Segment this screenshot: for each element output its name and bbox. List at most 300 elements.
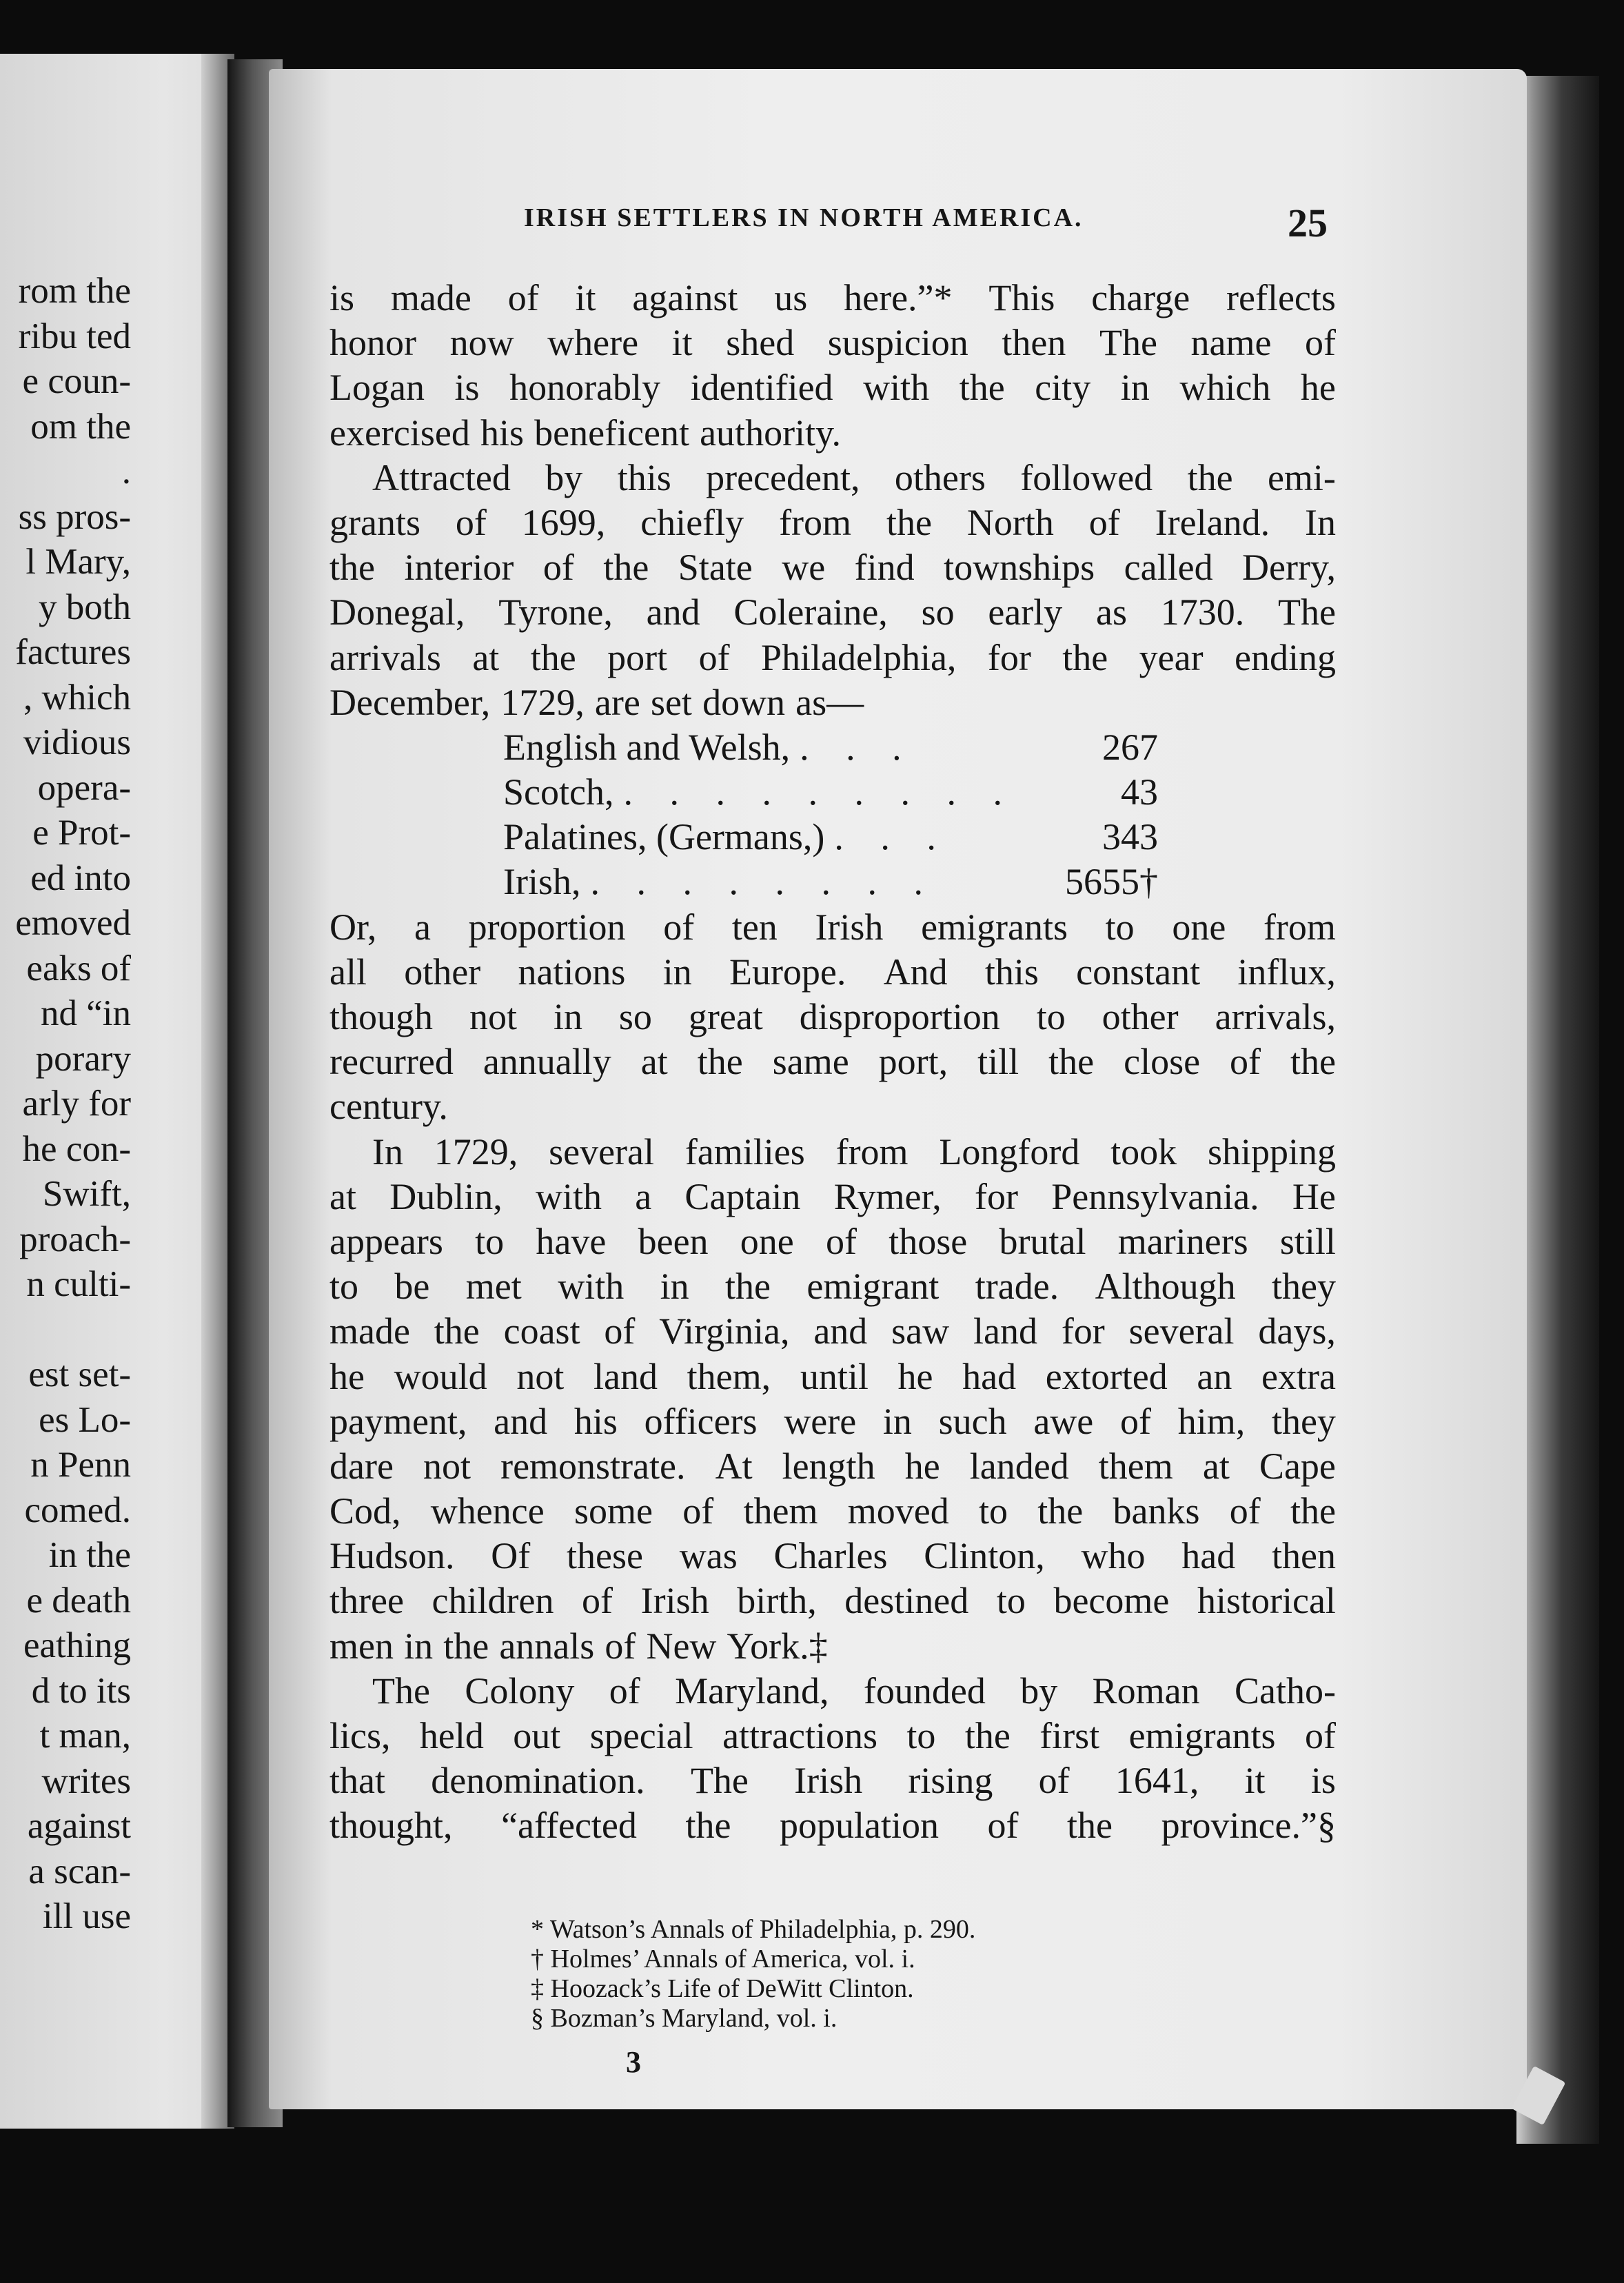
word: Captain <box>684 1175 801 1217</box>
paragraph-3 <box>329 905 1336 1130</box>
word: annually <box>483 1041 611 1083</box>
word: then <box>1272 1535 1336 1577</box>
word: the <box>530 636 576 678</box>
footnote: § Bozman’s Maryland, vol. i. <box>531 2004 838 2033</box>
word: of <box>1305 322 1336 364</box>
left-line: opera- <box>37 767 131 808</box>
word: us <box>774 277 808 318</box>
word: and <box>494 1400 548 1442</box>
word: of <box>987 1805 1019 1847</box>
left-line: . <box>121 451 131 491</box>
text-line <box>329 905 1336 950</box>
table-row-value: 5655† <box>1065 861 1158 903</box>
word: close <box>1124 1041 1201 1083</box>
word: Virginia, <box>659 1310 790 1352</box>
left-line: a scan- <box>28 1851 131 1891</box>
word: emigrants <box>921 906 1068 948</box>
word: against <box>632 277 738 318</box>
word: till <box>977 1041 1019 1083</box>
word: At <box>715 1445 753 1487</box>
word: this <box>617 456 671 498</box>
word: port <box>607 636 668 678</box>
word: port, <box>878 1041 948 1083</box>
left-line: he con- <box>22 1128 131 1169</box>
word: of <box>605 1625 636 1667</box>
left-line: ss pros- <box>18 496 131 537</box>
word: so <box>921 591 955 633</box>
word: at <box>329 1175 356 1217</box>
word: remonstrate. <box>500 1445 686 1487</box>
word: it <box>1244 1760 1266 1802</box>
word: Irish <box>794 1760 863 1802</box>
word: extra <box>1261 1355 1336 1397</box>
table-row-label: Irish, <box>503 861 581 903</box>
left-facing-page <box>0 54 234 2129</box>
word: this <box>984 951 1039 993</box>
left-line: y both <box>39 587 131 627</box>
left-line: eathing <box>23 1625 131 1665</box>
word: that <box>329 1760 385 1802</box>
word: had <box>1181 1535 1236 1577</box>
word: from <box>779 501 852 543</box>
text-line <box>329 995 1336 1039</box>
word: them, <box>687 1355 771 1397</box>
word: Although <box>1095 1266 1236 1308</box>
word: recurred <box>329 1041 454 1083</box>
word: The <box>1099 322 1157 364</box>
word: charge <box>1091 277 1190 318</box>
word: for <box>975 1175 1018 1217</box>
word: 1729, <box>434 1130 518 1173</box>
word: The <box>690 1760 749 1802</box>
word: emi- <box>1267 456 1336 498</box>
left-line: t man, <box>39 1716 131 1756</box>
word: Longford <box>939 1130 1080 1173</box>
word: these <box>567 1535 643 1577</box>
word: emigrant <box>806 1266 940 1308</box>
word: would <box>394 1355 487 1397</box>
footnote: * Watson’s Annals of Philadelphia, p. 290. <box>531 1915 976 1944</box>
word: families <box>684 1130 805 1173</box>
word: several <box>549 1130 655 1173</box>
word: population <box>779 1805 939 1847</box>
word: a <box>635 1175 652 1217</box>
word: of <box>1304 1715 1336 1756</box>
word: now <box>449 322 514 364</box>
word: those <box>889 1220 968 1262</box>
word: as— <box>795 681 864 723</box>
word: the <box>1290 1490 1336 1532</box>
word: with <box>863 367 930 409</box>
left-line: d to its <box>31 1670 131 1711</box>
text-line <box>329 1579 1336 1623</box>
signature-mark: 3 <box>626 2045 641 2079</box>
text-line <box>329 1444 1336 1489</box>
word: as <box>1096 591 1128 633</box>
left-line: porary <box>35 1038 131 1079</box>
word: then <box>1002 322 1066 364</box>
word: the <box>434 1310 480 1352</box>
word: not <box>516 1355 565 1397</box>
word: saw <box>891 1310 950 1352</box>
table-row <box>503 770 1158 815</box>
word: New <box>646 1625 717 1667</box>
word: constant <box>1076 951 1201 993</box>
page-edge-shadow <box>1516 76 1599 2144</box>
word: Irish <box>640 1580 709 1622</box>
word: Rymer, <box>833 1175 942 1217</box>
word: special <box>589 1715 693 1756</box>
left-page-text <box>0 269 131 1940</box>
word: trade. <box>975 1266 1059 1308</box>
word: men <box>329 1625 394 1667</box>
word: the <box>603 547 649 589</box>
word: the <box>964 1715 1011 1756</box>
word: at <box>472 636 500 678</box>
word: to <box>1105 906 1135 948</box>
left-line: n Penn <box>30 1445 131 1485</box>
word: still <box>1279 1220 1336 1262</box>
word: landed <box>969 1445 1069 1487</box>
table-row-value: 343 <box>1102 816 1158 858</box>
word: he <box>904 1445 940 1487</box>
word: from <box>1263 906 1336 948</box>
text-line <box>329 1039 1336 1084</box>
word: “affected <box>501 1805 637 1847</box>
word: in <box>1120 367 1150 409</box>
word: them <box>743 1490 818 1532</box>
word: in <box>404 1625 434 1667</box>
body-text <box>329 276 1336 1849</box>
left-line: es Lo- <box>39 1399 131 1440</box>
word: Or, <box>329 906 377 948</box>
footnotes <box>531 1915 1151 2033</box>
word: Dublin, <box>389 1175 503 1217</box>
word: at <box>640 1041 668 1083</box>
word: shipping <box>1207 1130 1336 1173</box>
text-line <box>329 1758 1336 1803</box>
word: to <box>329 1266 359 1308</box>
word: the <box>697 1041 743 1083</box>
word: the <box>685 1805 731 1847</box>
word: interior <box>404 547 514 589</box>
word: York.‡ <box>727 1625 828 1667</box>
word: identified <box>690 367 833 409</box>
word: Donegal, <box>329 591 465 633</box>
word: year <box>1139 636 1204 678</box>
word: The <box>372 1670 430 1712</box>
left-line: l Mary, <box>26 542 131 582</box>
word: the <box>886 501 932 543</box>
word: the <box>1048 1041 1095 1083</box>
word: they <box>1271 1400 1336 1442</box>
word: emigrants <box>1128 1715 1276 1756</box>
word: which <box>1179 367 1271 409</box>
word: met <box>465 1266 522 1308</box>
text-line <box>329 321 1336 365</box>
left-line: vidious <box>23 722 131 762</box>
word: and <box>813 1310 868 1352</box>
word: Of <box>491 1535 531 1577</box>
paragraph-5 <box>329 1669 1336 1849</box>
word: all <box>329 951 367 993</box>
word: followed <box>1020 456 1153 498</box>
word: be <box>394 1266 430 1308</box>
word: of <box>663 906 695 948</box>
text-line <box>329 1175 1336 1219</box>
word: others <box>894 456 986 498</box>
word: in <box>662 951 692 993</box>
word: to <box>978 1490 1008 1532</box>
word: in <box>882 1400 912 1442</box>
word: here.”* <box>844 277 953 318</box>
word: influx, <box>1237 951 1336 993</box>
word: Cape <box>1259 1445 1336 1487</box>
word: And <box>883 951 948 993</box>
word: historical <box>1197 1580 1336 1622</box>
word: Charles <box>773 1535 888 1577</box>
word: beneficent <box>534 412 689 454</box>
word: State <box>678 547 753 589</box>
word: name <box>1190 322 1272 364</box>
word: suspicion <box>827 322 968 364</box>
word: he <box>897 1355 933 1397</box>
word: province.”§ <box>1161 1805 1336 1847</box>
word: not <box>423 1445 471 1487</box>
word: of <box>682 1490 714 1532</box>
word: not <box>469 996 517 1037</box>
word: several <box>1128 1310 1235 1352</box>
word: shed <box>726 322 795 364</box>
text-line <box>329 1354 1336 1399</box>
word: with <box>558 1266 625 1308</box>
word: of <box>609 1670 640 1712</box>
running-head: IRISH SETTLERS IN NORTH AMERICA. <box>524 203 1084 232</box>
word: thought, <box>329 1805 453 1847</box>
left-line: est set- <box>28 1354 131 1394</box>
left-line: n culti- <box>26 1264 131 1304</box>
word: first <box>1039 1715 1100 1756</box>
left-line: e coun- <box>22 361 131 401</box>
word: nations <box>518 951 626 993</box>
left-line: rom the <box>18 271 131 311</box>
text-line <box>329 276 1336 321</box>
word: where <box>547 322 639 364</box>
word: townships <box>944 547 1095 589</box>
word: 1699, <box>521 501 606 543</box>
word: founded <box>863 1670 986 1712</box>
page-number: 25 <box>1288 201 1328 245</box>
text-line <box>329 590 1336 635</box>
word: them <box>1098 1445 1173 1487</box>
text-line <box>329 950 1336 995</box>
word: was <box>679 1535 738 1577</box>
arrivals-table <box>329 725 1336 905</box>
word: chiefly <box>640 501 744 543</box>
word: Cod, <box>329 1490 401 1532</box>
word: such <box>938 1400 1007 1442</box>
word: made <box>329 1310 410 1352</box>
text-line <box>329 1534 1336 1579</box>
word: lics, <box>329 1715 391 1756</box>
word: held <box>419 1715 484 1756</box>
text-line <box>329 1130 1336 1175</box>
word: one <box>740 1220 794 1262</box>
left-line <box>0 1308 131 1353</box>
word: and <box>646 591 700 633</box>
left-line: om the <box>30 406 131 447</box>
word: the <box>1037 1490 1084 1532</box>
word: Philadelphia, <box>760 636 957 678</box>
left-line: e Prot- <box>32 813 131 853</box>
word: a <box>414 906 431 948</box>
paragraph-4 <box>329 1130 1336 1669</box>
word: 1641, <box>1115 1760 1199 1802</box>
left-line: against <box>27 1806 131 1846</box>
word: an <box>1197 1355 1232 1397</box>
word: appears <box>329 1220 443 1262</box>
word: exercised <box>329 412 470 454</box>
table-row-value: 267 <box>1102 726 1158 768</box>
word: In <box>372 1130 403 1173</box>
word: whence <box>430 1490 545 1532</box>
word: Irish <box>815 906 884 948</box>
word: 1730. <box>1160 591 1245 633</box>
left-line: factures <box>15 632 131 672</box>
word: it <box>575 277 596 318</box>
word: the <box>329 547 375 589</box>
left-line: proach- <box>19 1219 131 1259</box>
word: until <box>800 1355 869 1397</box>
word: moved <box>847 1490 949 1532</box>
word: of <box>1120 1400 1151 1442</box>
word: Logan <box>329 367 425 409</box>
word: some <box>574 1490 653 1532</box>
word: days, <box>1258 1310 1336 1352</box>
word: He <box>1292 1175 1336 1217</box>
text-line <box>329 411 1336 456</box>
word: called <box>1124 547 1213 589</box>
left-line: nd “in <box>41 993 131 1033</box>
word: three <box>329 1580 404 1622</box>
left-line: Swift, <box>42 1174 131 1214</box>
text-line <box>329 636 1336 680</box>
table-row-leader: . . . <box>834 816 950 858</box>
table-row-leader: . . . <box>800 726 915 768</box>
table-row-leader: . . . . . . . . <box>590 861 937 903</box>
word: century. <box>329 1086 448 1128</box>
word: become <box>1053 1580 1170 1622</box>
word: officers <box>644 1400 758 1442</box>
paragraph-1 <box>329 276 1336 456</box>
text-line <box>329 500 1336 545</box>
word: of <box>698 636 730 678</box>
word: honorably <box>509 367 661 409</box>
word: ending <box>1235 636 1336 678</box>
word: proportion <box>468 906 626 948</box>
word: the <box>1187 456 1233 498</box>
word: city <box>1035 367 1091 409</box>
word: made <box>390 277 471 318</box>
text-line <box>329 680 1336 725</box>
word: out <box>513 1715 561 1756</box>
word: took <box>1110 1130 1177 1173</box>
word: the <box>959 367 1005 409</box>
word: have <box>536 1220 607 1262</box>
word: great <box>688 996 763 1037</box>
word: land <box>593 1355 658 1397</box>
word: grants <box>329 501 420 543</box>
word: Catho- <box>1234 1670 1336 1712</box>
word: been <box>638 1220 709 1262</box>
word: other <box>1102 996 1179 1037</box>
word: is <box>329 277 355 318</box>
word: from <box>835 1130 909 1173</box>
word: the <box>1062 636 1108 678</box>
text-line <box>329 545 1336 590</box>
word: the <box>1067 1805 1113 1847</box>
word: to <box>475 1220 505 1262</box>
word: 1729, <box>500 681 585 723</box>
word: in <box>660 1266 689 1308</box>
word: precedent, <box>706 456 860 498</box>
word: he <box>329 1355 365 1397</box>
table-row <box>503 860 1158 904</box>
word: of <box>1038 1760 1070 1802</box>
text-line <box>329 1399 1336 1444</box>
word: in <box>553 996 582 1037</box>
word: of <box>455 501 487 543</box>
word: to <box>906 1715 936 1756</box>
word: his <box>480 412 525 454</box>
word: Derry, <box>1242 547 1336 589</box>
word: North <box>966 501 1054 543</box>
word: awe <box>1033 1400 1094 1442</box>
word: of <box>1230 1041 1261 1083</box>
word: same <box>772 1041 849 1083</box>
word: December, <box>329 681 491 723</box>
word: him, <box>1177 1400 1246 1442</box>
word: the <box>1290 1041 1336 1083</box>
word: coast <box>503 1310 580 1352</box>
word: by <box>545 456 583 498</box>
word: payment, <box>329 1400 467 1442</box>
word: honor <box>329 322 416 364</box>
table-row-label: Palatines, (Germans,) <box>503 816 825 858</box>
word: they <box>1272 1266 1336 1308</box>
word: brutal <box>999 1220 1086 1262</box>
word: disproportion <box>799 996 1000 1037</box>
word: to <box>996 1580 1026 1622</box>
word: Clinton, <box>924 1535 1045 1577</box>
text-line <box>329 1624 1336 1669</box>
word: reflects <box>1226 277 1336 318</box>
word: Coleraine, <box>733 591 888 633</box>
word: his <box>574 1400 618 1442</box>
word: banks <box>1113 1490 1200 1532</box>
footnote: ‡ Hoozack’s Life of DeWitt Clinton. <box>531 1974 914 2003</box>
left-line: arly for <box>22 1084 131 1124</box>
word: ten <box>731 906 778 948</box>
table-row-label: English and Welsh, <box>503 726 791 768</box>
text-line <box>329 1084 1336 1129</box>
word: children <box>432 1580 554 1622</box>
table-row <box>503 815 1158 860</box>
word: of <box>604 1310 636 1352</box>
table-row-leader: . . . . . . . . . <box>623 771 1016 813</box>
word: to <box>1036 996 1066 1037</box>
word: extorted <box>1045 1355 1168 1397</box>
